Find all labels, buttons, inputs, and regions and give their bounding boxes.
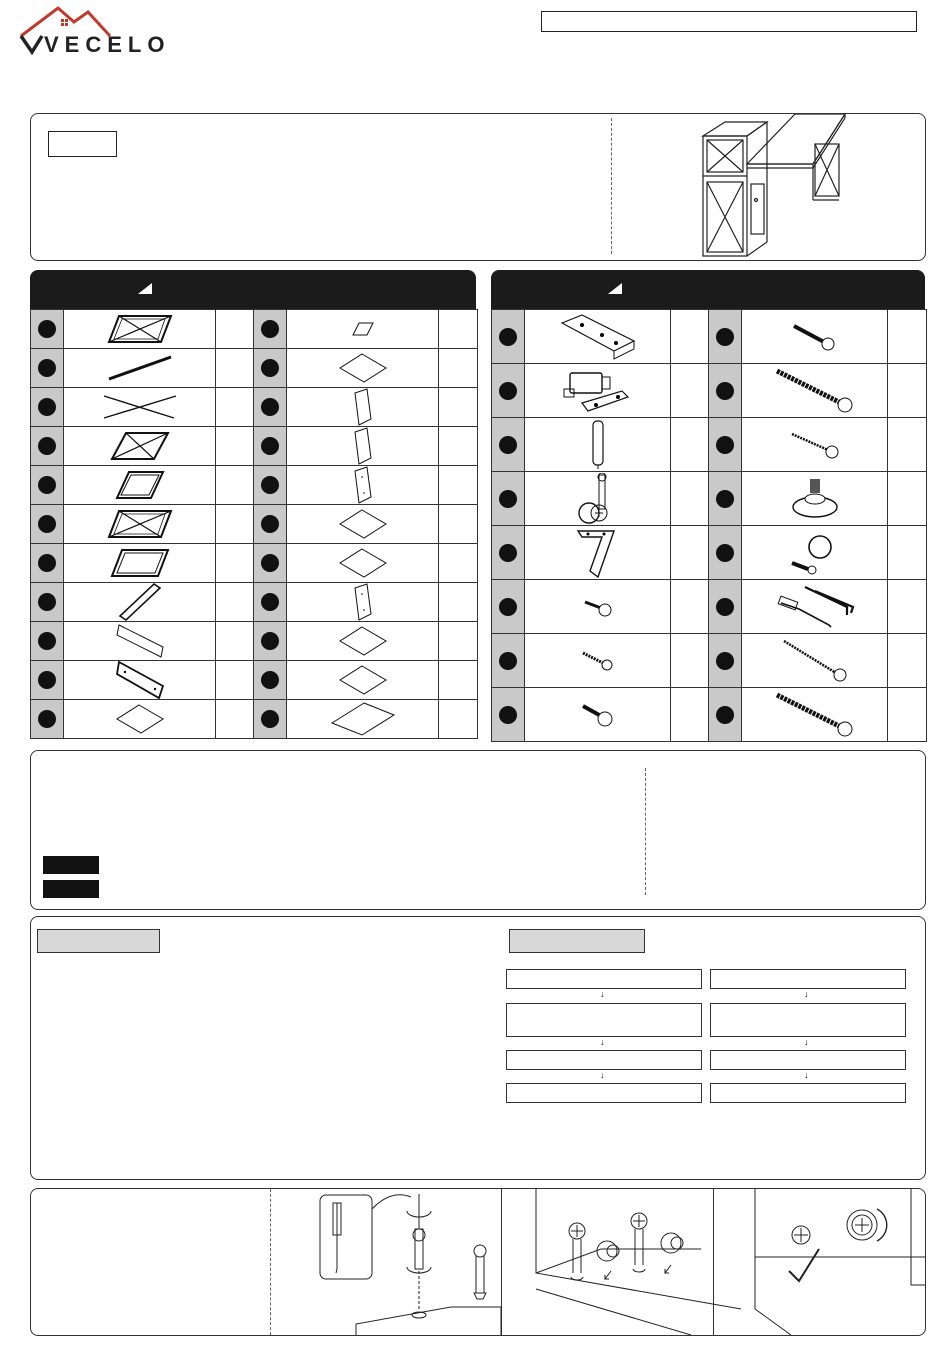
part-screw-icon bbox=[742, 419, 887, 470]
part-rod-icon bbox=[64, 350, 215, 386]
part-frame-small-icon bbox=[64, 467, 215, 503]
header-triangle-icon bbox=[608, 283, 622, 294]
model-number-box bbox=[541, 11, 917, 32]
note-bar-2 bbox=[43, 880, 99, 898]
part-quantity-cell bbox=[888, 310, 927, 364]
part-short-screw-icon bbox=[525, 581, 670, 632]
part-image-cell bbox=[742, 526, 888, 580]
part-image-cell bbox=[742, 634, 888, 688]
part-image-cell bbox=[525, 472, 671, 526]
part-image-cell bbox=[287, 544, 439, 583]
part-number-badge bbox=[716, 706, 734, 724]
part-number-badge bbox=[716, 544, 734, 562]
table-row bbox=[31, 388, 478, 427]
part-number-badge bbox=[261, 320, 279, 338]
part-number-cell bbox=[31, 349, 64, 388]
part-number-cell bbox=[709, 418, 742, 472]
part-image-cell bbox=[287, 661, 439, 700]
part-quantity-cell bbox=[888, 418, 927, 472]
part-image-cell bbox=[525, 310, 671, 364]
part-number-badge bbox=[716, 598, 734, 616]
part-number-badge bbox=[38, 593, 56, 611]
part-quantity-cell bbox=[888, 688, 927, 742]
note-bar-1 bbox=[43, 856, 99, 874]
tips-right-label bbox=[509, 929, 645, 953]
part-board-icon bbox=[287, 662, 438, 698]
part-number-cell bbox=[254, 700, 287, 739]
intro-divider bbox=[611, 118, 612, 254]
table-row bbox=[31, 661, 478, 700]
table-row bbox=[31, 427, 478, 466]
part-magnet-catch-icon bbox=[525, 365, 670, 416]
part-number-badge bbox=[38, 671, 56, 689]
part-quantity-cell bbox=[671, 580, 709, 634]
part-upright-holes-icon bbox=[287, 467, 438, 503]
flow-arrow-icon: ↓ bbox=[804, 1037, 809, 1047]
part-board-icon bbox=[287, 545, 438, 581]
part-number-badge bbox=[38, 398, 56, 416]
part-image-cell bbox=[525, 580, 671, 634]
part-image-cell bbox=[287, 349, 439, 388]
part-ring-hook-icon bbox=[742, 527, 887, 578]
intro-label-box bbox=[48, 131, 117, 157]
part-quantity-cell bbox=[216, 349, 254, 388]
part-quantity-cell bbox=[216, 427, 254, 466]
flow-right-step-2 bbox=[710, 1003, 906, 1037]
part-image-cell bbox=[64, 661, 216, 700]
part-quantity-cell bbox=[671, 418, 709, 472]
part-image-cell bbox=[525, 688, 671, 742]
part-quantity-cell bbox=[439, 427, 478, 466]
table-row bbox=[492, 580, 927, 634]
part-long-bolt-icon bbox=[742, 689, 887, 740]
part-quantity-cell bbox=[439, 349, 478, 388]
cam-lock-diagram bbox=[271, 1189, 925, 1335]
part-quantity-cell bbox=[216, 700, 254, 739]
part-number-badge bbox=[38, 359, 56, 377]
table-row bbox=[31, 505, 478, 544]
part-number-badge bbox=[261, 398, 279, 416]
part-number-cell bbox=[492, 580, 525, 634]
part-bracket-icon bbox=[525, 527, 670, 578]
part-quantity-cell bbox=[439, 661, 478, 700]
part-number-cell bbox=[254, 544, 287, 583]
part-quantity-cell bbox=[671, 526, 709, 580]
part-number-badge bbox=[261, 554, 279, 572]
part-image-cell bbox=[64, 427, 216, 466]
part-number-badge bbox=[499, 598, 517, 616]
part-number-cell bbox=[31, 544, 64, 583]
part-number-badge bbox=[499, 382, 517, 400]
table-row bbox=[492, 418, 927, 472]
part-number-badge bbox=[499, 490, 517, 508]
part-number-badge bbox=[38, 710, 56, 728]
part-upright-holes-icon bbox=[287, 584, 438, 620]
part-quantity-cell bbox=[671, 310, 709, 364]
part-image-cell bbox=[64, 505, 216, 544]
part-number-badge bbox=[716, 382, 734, 400]
part-quantity-cell bbox=[671, 688, 709, 742]
part-dowel-icon bbox=[525, 419, 670, 470]
panel-parts-table bbox=[30, 309, 478, 739]
part-number-badge bbox=[38, 554, 56, 572]
part-number-cell bbox=[254, 661, 287, 700]
part-number-cell bbox=[492, 472, 525, 526]
part-number-cell bbox=[492, 364, 525, 418]
part-x-frame-small-icon bbox=[64, 428, 215, 464]
part-number-badge bbox=[261, 437, 279, 455]
table-row bbox=[31, 349, 478, 388]
part-hinge-plate-icon bbox=[525, 311, 670, 362]
part-image-cell bbox=[287, 466, 439, 505]
part-number-badge bbox=[261, 359, 279, 377]
part-upright-icon bbox=[287, 389, 438, 425]
part-quantity-cell bbox=[216, 544, 254, 583]
part-x-frame-icon bbox=[64, 311, 215, 347]
part-number-cell bbox=[31, 388, 64, 427]
part-number-cell bbox=[254, 622, 287, 661]
part-image-cell bbox=[525, 364, 671, 418]
notes-panel bbox=[30, 750, 926, 910]
part-number-cell bbox=[31, 310, 64, 349]
part-quantity-cell bbox=[216, 466, 254, 505]
part-number-badge bbox=[261, 671, 279, 689]
part-quantity-cell bbox=[439, 466, 478, 505]
part-number-cell bbox=[709, 634, 742, 688]
part-upright-icon bbox=[287, 428, 438, 464]
part-quantity-cell bbox=[671, 364, 709, 418]
part-number-cell bbox=[709, 580, 742, 634]
part-number-badge bbox=[38, 437, 56, 455]
part-number-badge bbox=[499, 706, 517, 724]
part-number-cell bbox=[254, 427, 287, 466]
part-number-cell bbox=[492, 310, 525, 364]
part-quantity-cell bbox=[888, 472, 927, 526]
part-number-cell bbox=[31, 661, 64, 700]
part-image-cell bbox=[525, 418, 671, 472]
part-number-cell bbox=[31, 622, 64, 661]
desk-product-image bbox=[695, 114, 855, 259]
hardware-list-header bbox=[491, 270, 925, 310]
part-number-badge bbox=[38, 632, 56, 650]
flow-left-step-4 bbox=[506, 1083, 702, 1103]
part-number-cell bbox=[709, 688, 742, 742]
part-number-cell bbox=[492, 418, 525, 472]
part-image-cell bbox=[742, 688, 888, 742]
part-number-badge bbox=[499, 328, 517, 346]
header-triangle-icon bbox=[138, 283, 152, 294]
part-number-cell bbox=[492, 688, 525, 742]
part-tiny-board-icon bbox=[287, 311, 438, 347]
part-number-cell bbox=[31, 466, 64, 505]
part-image-cell bbox=[742, 418, 888, 472]
flow-arrow-icon: ↓ bbox=[600, 1037, 605, 1047]
part-image-cell bbox=[64, 544, 216, 583]
part-number-cell bbox=[31, 583, 64, 622]
part-number-badge bbox=[261, 593, 279, 611]
table-row bbox=[492, 526, 927, 580]
table-row bbox=[31, 700, 478, 739]
flow-left-step-1 bbox=[506, 969, 702, 989]
table-row bbox=[31, 583, 478, 622]
part-number-cell bbox=[31, 505, 64, 544]
part-image-cell bbox=[525, 526, 671, 580]
part-image-cell bbox=[287, 622, 439, 661]
part-rail-thin-icon bbox=[64, 623, 215, 659]
part-number-cell bbox=[709, 472, 742, 526]
flow-arrow-icon: ↓ bbox=[804, 1070, 809, 1080]
flow-right-step-1 bbox=[710, 969, 906, 989]
part-quantity-cell bbox=[671, 634, 709, 688]
part-number-cell bbox=[31, 427, 64, 466]
notes-divider bbox=[645, 768, 646, 895]
brand-logo bbox=[18, 6, 171, 57]
table-row bbox=[492, 688, 927, 742]
flow-right-step-3 bbox=[710, 1050, 906, 1070]
part-image-cell bbox=[287, 583, 439, 622]
part-number-cell bbox=[254, 310, 287, 349]
part-quantity-cell bbox=[439, 700, 478, 739]
part-number-cell bbox=[709, 310, 742, 364]
part-image-cell bbox=[287, 700, 439, 739]
part-quantity-cell bbox=[216, 310, 254, 349]
flow-right-step-4 bbox=[710, 1083, 906, 1103]
part-quantity-cell bbox=[439, 388, 478, 427]
part-rail-holes-icon bbox=[64, 662, 215, 698]
part-number-badge bbox=[716, 652, 734, 670]
part-cam-lock-icon bbox=[525, 473, 670, 524]
part-image-cell bbox=[287, 427, 439, 466]
part-bolt-short-icon bbox=[525, 689, 670, 740]
part-image-cell bbox=[64, 622, 216, 661]
part-number-cell bbox=[254, 583, 287, 622]
part-quantity-cell bbox=[439, 583, 478, 622]
part-image-cell bbox=[742, 310, 888, 364]
part-quantity-cell bbox=[439, 505, 478, 544]
part-image-cell bbox=[287, 505, 439, 544]
part-number-badge bbox=[716, 436, 734, 454]
part-quantity-cell bbox=[888, 580, 927, 634]
part-number-badge bbox=[261, 710, 279, 728]
flow-left-step-2 bbox=[506, 1003, 702, 1037]
part-image-cell bbox=[64, 349, 216, 388]
flow-arrow-icon: ↓ bbox=[804, 989, 809, 999]
part-board-icon bbox=[287, 350, 438, 386]
part-image-cell bbox=[64, 700, 216, 739]
part-number-cell bbox=[254, 466, 287, 505]
panel-list-header bbox=[30, 270, 476, 310]
part-number-badge bbox=[716, 328, 734, 346]
part-quantity-cell bbox=[888, 634, 927, 688]
table-row bbox=[31, 310, 478, 349]
part-number-badge bbox=[261, 476, 279, 494]
part-board-icon bbox=[64, 701, 215, 737]
part-number-cell bbox=[31, 700, 64, 739]
part-long-bolt-icon bbox=[742, 365, 887, 416]
part-quantity-cell bbox=[888, 364, 927, 418]
logo-text: VECELO bbox=[44, 32, 171, 57]
part-number-badge bbox=[716, 490, 734, 508]
part-image-cell bbox=[64, 388, 216, 427]
part-quantity-cell bbox=[671, 472, 709, 526]
part-x-frame-icon bbox=[64, 506, 215, 542]
part-tools-icon bbox=[742, 581, 887, 632]
product-illustration bbox=[695, 114, 855, 259]
table-row bbox=[492, 310, 927, 364]
part-image-cell bbox=[64, 583, 216, 622]
part-number-cell bbox=[254, 505, 287, 544]
part-rail-icon bbox=[64, 584, 215, 620]
part-number-cell bbox=[709, 526, 742, 580]
part-number-cell bbox=[709, 364, 742, 418]
part-image-cell bbox=[287, 388, 439, 427]
part-number-badge bbox=[38, 476, 56, 494]
table-row bbox=[31, 544, 478, 583]
part-quantity-cell bbox=[888, 526, 927, 580]
part-leveler-icon bbox=[742, 473, 887, 524]
part-quantity-cell bbox=[216, 505, 254, 544]
part-number-badge bbox=[261, 515, 279, 533]
tips-panel bbox=[30, 916, 926, 1180]
table-row bbox=[31, 622, 478, 661]
part-quantity-cell bbox=[439, 622, 478, 661]
flow-left-step-3 bbox=[506, 1050, 702, 1070]
part-wood-screw-icon bbox=[525, 635, 670, 686]
part-image-cell bbox=[742, 472, 888, 526]
part-image-cell bbox=[64, 466, 216, 505]
part-quantity-cell bbox=[216, 661, 254, 700]
part-number-cell bbox=[492, 526, 525, 580]
part-board-icon bbox=[287, 623, 438, 659]
part-image-cell bbox=[742, 364, 888, 418]
hardware-parts-table bbox=[491, 309, 927, 742]
part-image-cell bbox=[525, 634, 671, 688]
part-number-badge bbox=[499, 436, 517, 454]
part-quantity-cell bbox=[216, 583, 254, 622]
part-quantity-cell bbox=[216, 622, 254, 661]
cam-lock-instruction-panel bbox=[30, 1188, 926, 1336]
part-number-badge bbox=[38, 515, 56, 533]
part-image-cell bbox=[287, 310, 439, 349]
part-wide-board-icon bbox=[287, 701, 438, 737]
flow-arrow-icon: ↓ bbox=[600, 1070, 605, 1080]
part-quantity-cell bbox=[439, 544, 478, 583]
part-quantity-cell bbox=[439, 310, 478, 349]
part-number-badge bbox=[261, 632, 279, 650]
part-number-cell bbox=[254, 349, 287, 388]
table-row bbox=[492, 634, 927, 688]
part-number-cell bbox=[254, 388, 287, 427]
part-number-badge bbox=[499, 544, 517, 562]
part-number-badge bbox=[38, 320, 56, 338]
table-row bbox=[492, 364, 927, 418]
part-bolt-icon bbox=[742, 311, 887, 362]
part-cross-icon bbox=[64, 389, 215, 425]
part-board-icon bbox=[287, 506, 438, 542]
table-row bbox=[492, 472, 927, 526]
part-image-cell bbox=[742, 580, 888, 634]
part-number-cell bbox=[492, 634, 525, 688]
tips-left-label bbox=[37, 929, 160, 953]
part-long-screw-icon bbox=[742, 635, 887, 686]
flow-arrow-icon: ↓ bbox=[600, 989, 605, 999]
part-image-cell bbox=[64, 310, 216, 349]
part-number-badge bbox=[499, 652, 517, 670]
part-frame-icon bbox=[64, 545, 215, 581]
part-quantity-cell bbox=[216, 388, 254, 427]
table-row bbox=[31, 466, 478, 505]
